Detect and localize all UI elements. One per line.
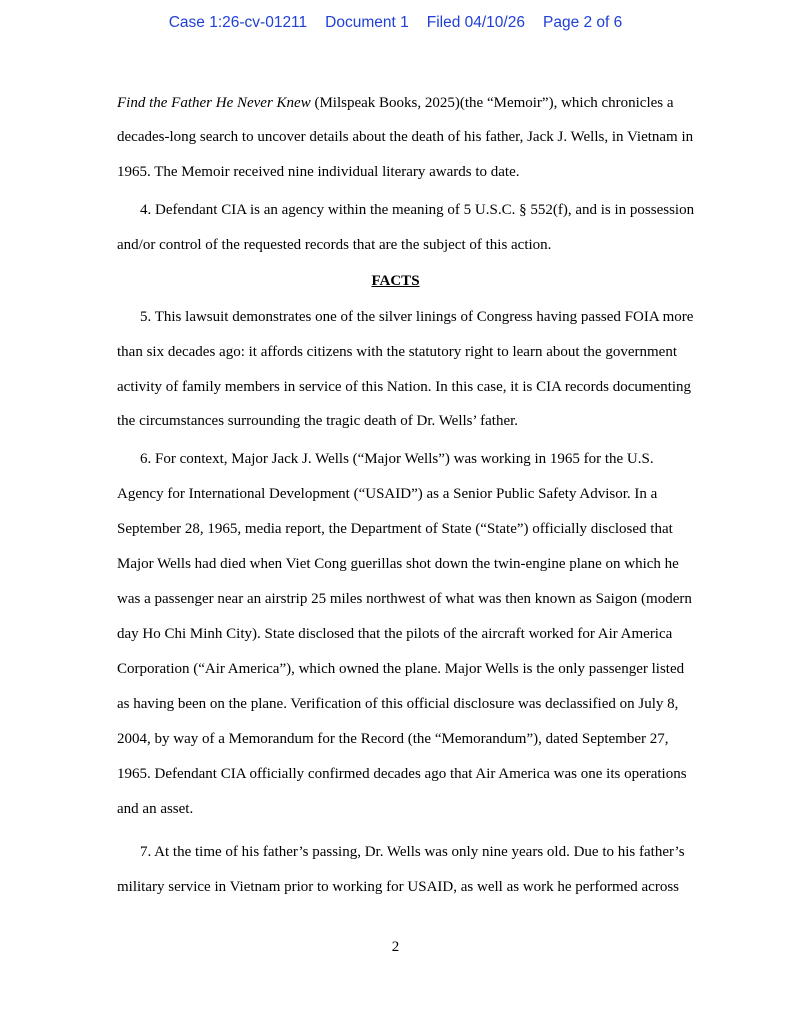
memoir-title: Find the Father He Never Knew [117,95,311,111]
paragraph-5-line-3: activity of family members in service of this Nation. In this case, it is CIA records documenting [117,379,692,395]
paragraph-5-line-1: 5. This lawsuit demonstrates one of the silver linings of Congress having passed FOIA more [140,309,694,325]
paragraph-6-line-3: September 28, 1965, media report, the Department of State (“State”) officially disclosed that [117,521,673,537]
paragraph-6-line-9: 2004, by way of a Memorandum for the Record (the “Memorandum”), dated September 27, [117,731,669,747]
memoir-details: (Milspeak Books, 2025)(the “Memoir”), which chronicles a [310,95,674,111]
paragraph-3-line-3: 1965. The Memoir received nine individual literary awards to date. [117,164,520,180]
paragraph-6-line-6: day Ho Chi Minh City). State disclosed that the pilots of the aircraft worked for Air America [117,626,673,642]
paragraph-7-line-1: 7. At the time of his father’s passing, Dr. Wells was only nine years old. Due to his father’s [140,844,685,860]
filed-date: Filed 04/10/26 [426,14,525,31]
paragraph-6-line-2: Agency for International Development (“USAID”) as a Senior Public Safety Advisor. In a [117,486,658,502]
case-number: Case 1:26-cv-01211 [168,14,308,31]
paragraph-6-line-11: and an asset. [117,801,194,817]
paragraph-6-line-4: Major Wells had died when Viet Cong guerillas shot down the twin-engine plane on which he [117,556,679,572]
case-header [0,14,791,32]
paragraph-6-line-1: 6. For context, Major Jack J. Wells (“Major Wells”) was working in 1965 for the U.S. [140,451,654,467]
paragraph-5-line-4: the circumstances surrounding the tragic death of Dr. Wells’ father. [117,413,519,429]
page-indicator: Page 2 of 6 [542,14,623,31]
paragraph-5-line-2: than six decades ago: it affords citizens with the statutory right to learn about the government [117,344,677,360]
paragraph-4-line-2: and/or control of the requested records that are the subject of this action. [117,237,552,253]
facts-heading: FACTS [371,273,420,289]
paragraph-7-line-2: military service in Vietnam prior to working for USAID, as well as work he performed across [117,879,680,895]
paragraph-3-line-2: decades-long search to uncover details about the death of his father, Jack J. Wells, in Vietnam in [117,129,694,145]
paragraph-4-line-1: 4. Defendant CIA is an agency within the meaning of 5 U.S.C. § 552(f), and is in possession [140,202,695,218]
paragraph-6-line-5: was a passenger near an airstrip 25 miles northwest of what was then known as Saigon (modern [117,591,692,607]
paragraph-3-line-1 [117,94,674,112]
paragraph-6-line-8: as having been on the plane. Verification of this official disclosure was declassified on July 8, [117,696,679,712]
paragraph-6-line-10: 1965. Defendant CIA officially confirmed decades ago that Air America was one its operations [117,766,687,782]
page-number: 2 [391,939,400,955]
document-number: Document 1 [325,14,409,31]
paragraph-6-line-7: Corporation (“Air America”), which owned the plane. Major Wells is the only passenger listed [117,661,685,677]
